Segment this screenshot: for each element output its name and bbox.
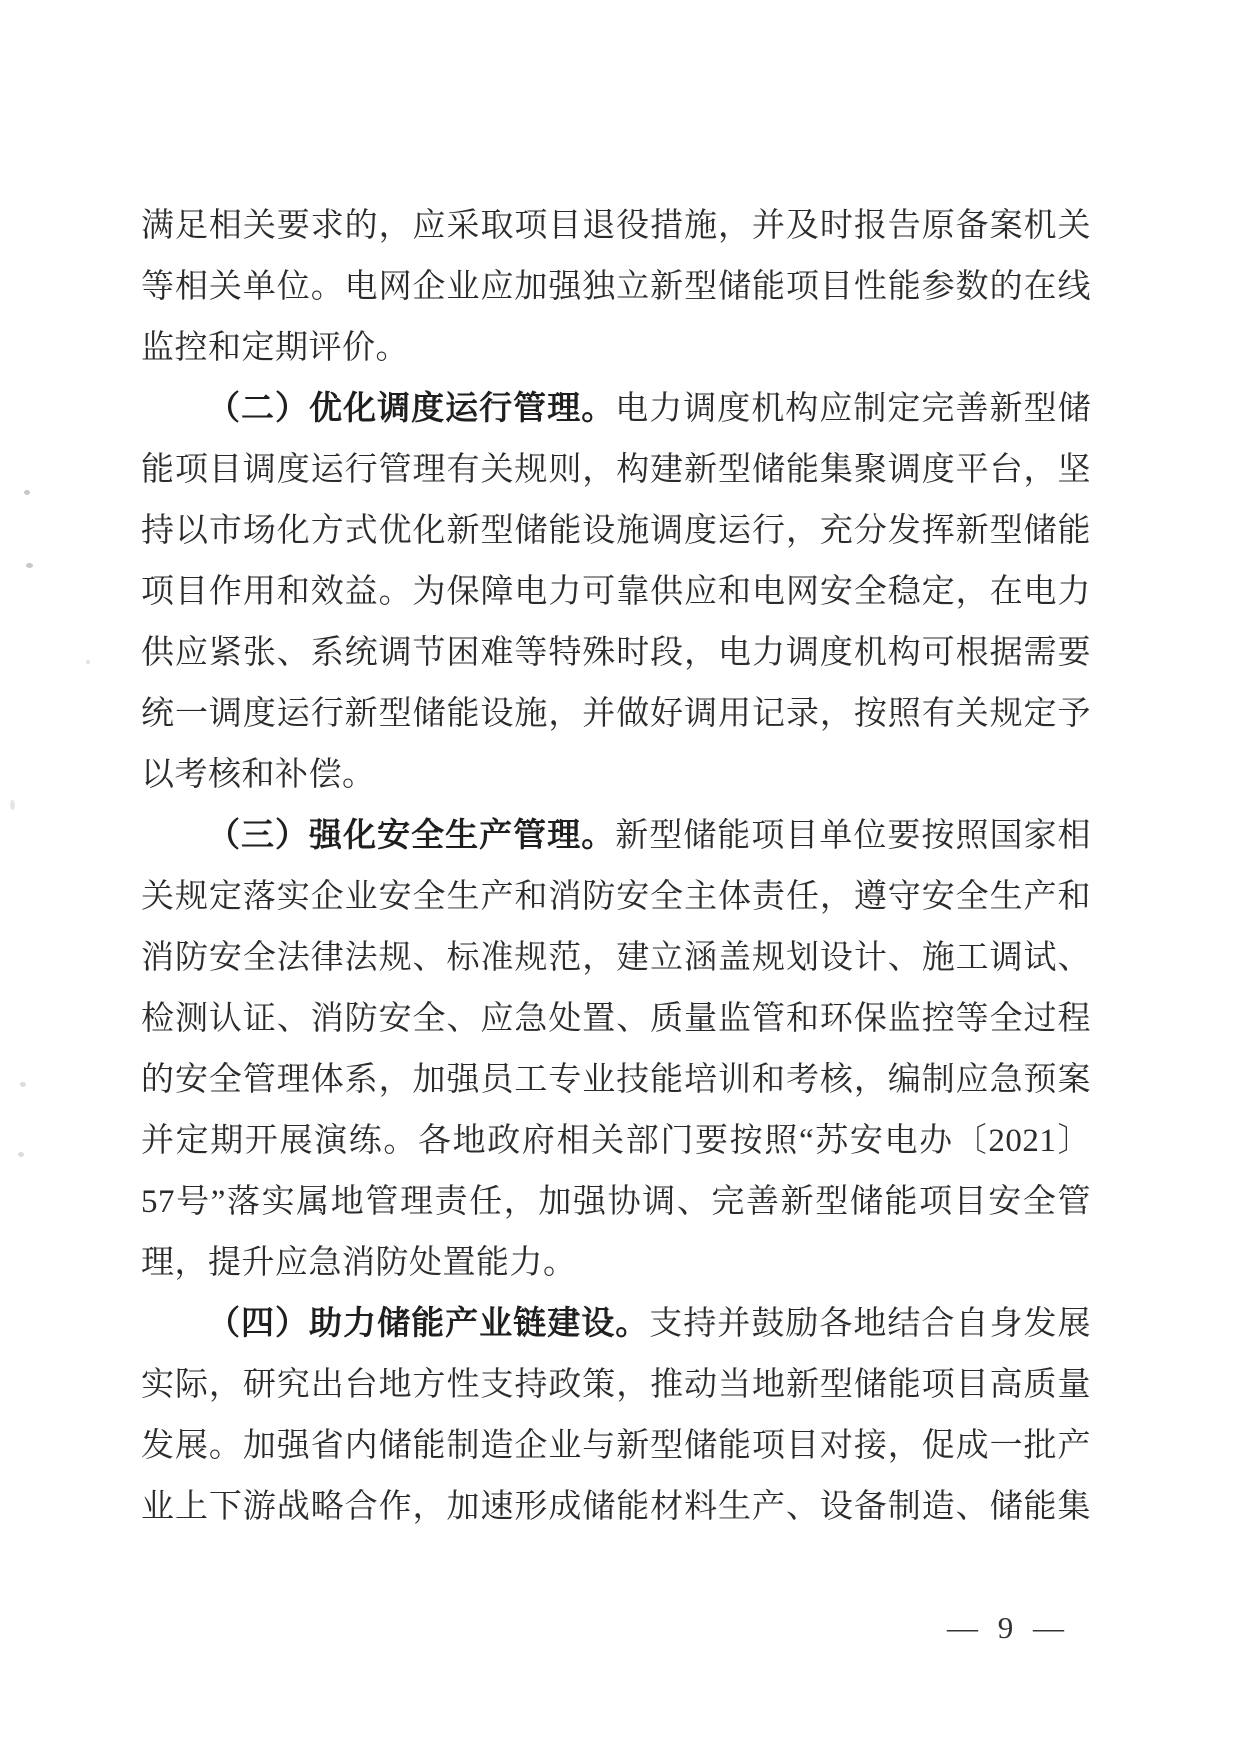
section-heading: （四）助力储能产业链建设。 xyxy=(207,1306,650,1342)
text-line xyxy=(141,257,1091,318)
text-line xyxy=(141,684,1091,745)
scan-artifact xyxy=(18,1152,24,1157)
page-number: — 9 — xyxy=(947,1610,1070,1645)
line-text: 57号”落实属地管理责任，加强协调、完善新型储能项目安全管 xyxy=(141,1184,1091,1220)
text-line xyxy=(141,1050,1091,1111)
line-text: 监控和定期评价。 xyxy=(141,330,409,366)
text-line xyxy=(141,989,1091,1050)
text-line xyxy=(141,562,1091,623)
scan-artifact xyxy=(24,490,30,495)
text-line xyxy=(141,623,1091,684)
line-text: 能项目调度运行管理有关规则，构建新型储能集聚调度平台，坚 xyxy=(141,452,1091,488)
body-text xyxy=(141,196,1091,1538)
section-heading: （三）强化安全生产管理。 xyxy=(207,818,616,854)
scan-artifact xyxy=(20,1082,26,1087)
text-line xyxy=(141,379,1091,440)
line-text: 统一调度运行新型储能设施，并做好调用记录，按照有关规定予 xyxy=(141,696,1091,732)
line-text: 的安全管理体系，加强员工专业技能培训和考核，编制应急预案 xyxy=(141,1062,1091,1098)
line-text: 发展。加强省内储能制造企业与新型储能项目对接，促成一批产 xyxy=(141,1428,1091,1464)
text-line xyxy=(141,806,1091,867)
line-text: 并定期开展演练。各地政府相关部门要按照“苏安电办〔2021〕 xyxy=(141,1123,1091,1159)
scan-artifact xyxy=(86,660,90,664)
line-text: 新型储能项目单位要按照国家相 xyxy=(615,818,1092,854)
text-line xyxy=(141,196,1091,257)
line-text: 项目作用和效益。为保障电力可靠供应和电网安全稳定，在电力 xyxy=(141,574,1091,610)
line-text: 关规定落实企业安全生产和消防安全主体责任，遵守安全生产和 xyxy=(141,879,1091,915)
text-line xyxy=(141,1111,1091,1172)
line-text: 支持并鼓励各地结合自身发展 xyxy=(649,1306,1092,1342)
line-text: 电力调度机构应制定完善新型储 xyxy=(615,391,1092,427)
text-line xyxy=(141,440,1091,501)
line-text: 持以市场化方式优化新型储能设施调度运行，充分发挥新型储能 xyxy=(141,513,1091,549)
line-text: 供应紧张、系统调节困难等特殊时段，电力调度机构可根据需要 xyxy=(141,635,1091,671)
line-text: 检测认证、消防安全、应急处置、质量监管和环保监控等全过程 xyxy=(141,1001,1091,1037)
line-text: 业上下游战略合作，加速形成储能材料生产、设备制造、储能集 xyxy=(141,1489,1091,1525)
line-text: 满足相关要求的，应采取项目退役措施，并及时报告原备案机关 xyxy=(141,208,1091,244)
section-heading: （二）优化调度运行管理。 xyxy=(207,391,616,427)
line-text: 等相关单位。电网企业应加强独立新型储能项目性能参数的在线 xyxy=(141,269,1091,305)
text-line xyxy=(141,1233,1091,1294)
text-line xyxy=(141,1416,1091,1477)
text-line xyxy=(141,318,1091,379)
text-line xyxy=(141,501,1091,562)
text-line xyxy=(141,867,1091,928)
line-text: 以考核和补偿。 xyxy=(141,757,376,793)
scan-artifact xyxy=(10,800,15,810)
text-line xyxy=(141,1477,1091,1538)
line-text: 实际，研究出台地方性支持政策，推动当地新型储能项目高质量 xyxy=(141,1367,1091,1403)
text-line xyxy=(141,745,1091,806)
line-text: 消防安全法律法规、标准规范，建立涵盖规划设计、施工调试、 xyxy=(141,940,1091,976)
text-line xyxy=(141,1172,1091,1233)
line-text: 理，提升应急消防处置能力。 xyxy=(141,1245,577,1281)
scan-artifact xyxy=(26,563,33,568)
text-line xyxy=(141,928,1091,989)
text-line xyxy=(141,1355,1091,1416)
text-line xyxy=(141,1294,1091,1355)
